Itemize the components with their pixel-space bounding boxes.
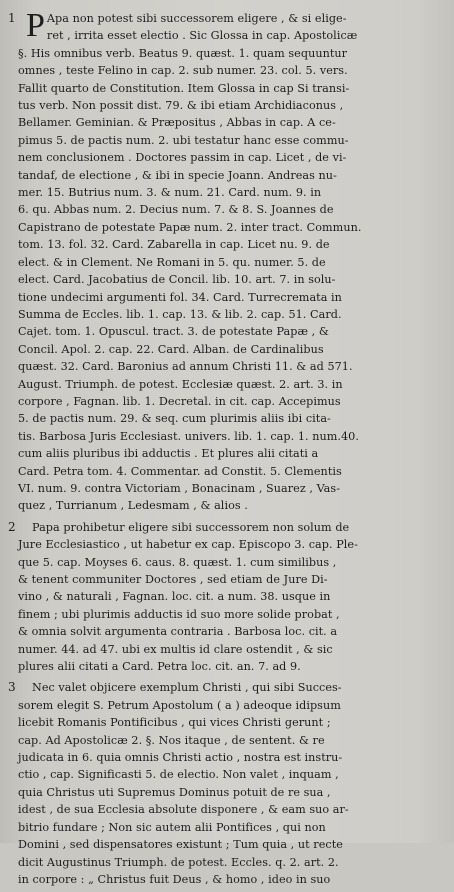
text-line: §. His omnibus verb. Beatus 9. quæst. 1. quam sequuntur (18, 46, 348, 60)
text-line: 6. qu. Abbas num. 2. Decius num. 7. & 8. S. Joannes de (18, 203, 334, 217)
text-line: tus verb. Non possit dist. 79. & ibi etiam Archidiaconus , (18, 99, 344, 113)
text-line: vino , & naturali , Fagnan. loc. cit. a num. 38. usque in (18, 590, 331, 604)
text-line: plures alii citati a Card. Petra loc. cit. an. 7. ad 9. (18, 660, 301, 674)
text-line: Concil. Apol. 2. cap. 22. Card. Alban. de Cardinalibus (18, 342, 324, 356)
text-column (8, 7, 444, 892)
text-line: Apa non potest sibi successorem eligere , & si elige- (46, 12, 347, 25)
text-line: Card. Petra tom. 4. Commentar. ad Constit. 5. Clementis (18, 464, 342, 478)
text-line: corpore , Fagnan. lib. 1. Decretal. in cit. cap. Accepimus (18, 394, 341, 408)
text-line: VI. num. 9. contra Victoriam , Bonacinam , Suarez , Vas- (18, 481, 341, 495)
text-line: numer. 44. ad 47. ubi ex multis id clare ostendit , & sic (18, 642, 333, 656)
text-line: Nec valet objicere exemplum Christi , qui sibi Succes- (32, 681, 342, 695)
paragraph-3 (8, 679, 444, 888)
text-line: sorem elegit S. Petrum Apostolum ( a ) adeoque idipsum (18, 698, 341, 712)
text-line: judicata in 6. quia omnis Christi actio , nostra est instru- (18, 751, 343, 765)
text-line: tandaf, de electione , & ibi in specie Joann. Andreas nu- (18, 168, 337, 182)
paragraph-number: 3 (8, 680, 16, 695)
text-line: elect. Card. Jacobatius de Concil. lib. 10. art. 7. in solu- (18, 273, 336, 287)
text-line: quia Christus uti Supremus Dominus potuit de re sua , (18, 785, 331, 799)
text-line: ret , irrita esset electio . Sic Glossa in cap. Apostolicæ (46, 29, 358, 43)
text-line: licebit Romanis Pontificibus , qui vices Christi gerunt ; (18, 716, 331, 730)
text-line: Bellamer. Geminian. & Præpositus , Abbas in cap. A ce- (18, 116, 336, 130)
text-line: tis. Barbosa Juris Ecclesiast. univers. lib. 1. cap. 1. num.40. (18, 429, 359, 443)
text-line: Cajet. tom. 1. Opuscul. tract. 3. de potestate Papæ , & (18, 325, 329, 339)
text-line: 5. de pactis num. 29. & seq. cum plurimis aliis ibi cita- (18, 412, 331, 426)
paragraph-lines (18, 519, 444, 676)
text-line: Capistrano de potestate Papæ num. 2. inter tract. Commun. (18, 220, 362, 234)
text-line: mer. 15. Butrius num. 3. & num. 21. Card. num. 9. in (18, 186, 322, 200)
text-line: Fallit quarto de Constitution. Item Glossa in cap Si transi- (18, 81, 350, 95)
text-line: tom. 13. fol. 32. Card. Zabarella in cap. Licet nu. 9. de (18, 238, 330, 252)
text-line: nem conclusionem . Doctores passim in cap. Licet , de vi- (18, 151, 347, 165)
drop-cap: P (26, 7, 45, 44)
text-line: ctio , cap. Significasti 5. de electio. Non valet , inquam , (18, 768, 339, 782)
text-line: quez , Turrianum , Ledesmam , & alios . (18, 499, 248, 513)
paragraph-2 (8, 519, 444, 676)
text-line: Papa prohibetur eligere sibi successorem non solum de (32, 520, 350, 534)
text-line: & tenent communiter Doctores , sed etiam de Jure Di- (18, 573, 328, 586)
text-line: tione undecimi argumenti fol. 34. Card. Turrecremata in (18, 290, 342, 304)
text-line: idest , de sua Ecclesia absolute disponere , & eam suo ar- (18, 803, 349, 817)
text-line: pimus 5. de pactis num. 2. ubi testatur hanc esse commu- (18, 133, 349, 147)
text-line: Jure Ecclesiastico , ut habetur ex cap. Episcopo 3. cap. Ple- (18, 538, 358, 552)
text-line: elect. & in Clement. Ne Romani in 5. qu. numer. 5. de (18, 255, 326, 269)
text-line: cap. Ad Apostolicæ 2. §. Nos itaque , de sentent. & re (18, 733, 325, 747)
text-line: August. Triumph. de potest. Ecclesiæ quæst. 2. art. 3. in (18, 377, 343, 391)
text-line: Summa de Eccles. lib. 1. cap. 13. & lib. 2. cap. 51. Card. (18, 307, 342, 321)
paragraph-number: 2 (8, 519, 16, 534)
paragraph-number: 1 (8, 11, 16, 25)
paragraph-lines (18, 7, 444, 515)
paragraph-1 (8, 7, 444, 515)
text-line: que 5. cap. Moyses 6. caus. 8. quæst. 1. cum similibus , (18, 555, 337, 569)
text-line: finem ; ubi plurimis adductis id suo more solide probat , (18, 607, 340, 621)
text-line: & omnia solvit argumenta contraria . Barbosa loc. cit. a (18, 625, 338, 639)
text-line: omnes , teste Felino in cap. 2. sub numer. 23. col. 5. vers. (18, 64, 348, 78)
text-line: cum aliis pluribus ibi adductis . Et plures alii citati a (18, 447, 319, 461)
text-line: Domini , sed dispensatores existunt ; Tum quia , ut recte (18, 838, 343, 852)
text-line: dicit Augustinus Triumph. de potest. Eccles. q. 2. art. 2. (18, 855, 339, 869)
text-line: bitrio fundare ; Non sic autem alii Pontifices , qui non (18, 820, 326, 834)
paragraph-lines (18, 679, 444, 888)
text-line: in corpore : „ Christus fuit Deus , & homo , ideo in suo (18, 872, 331, 886)
text-line: quæst. 32. Card. Baronius ad annum Christi 11. & ad 571. (18, 360, 353, 374)
